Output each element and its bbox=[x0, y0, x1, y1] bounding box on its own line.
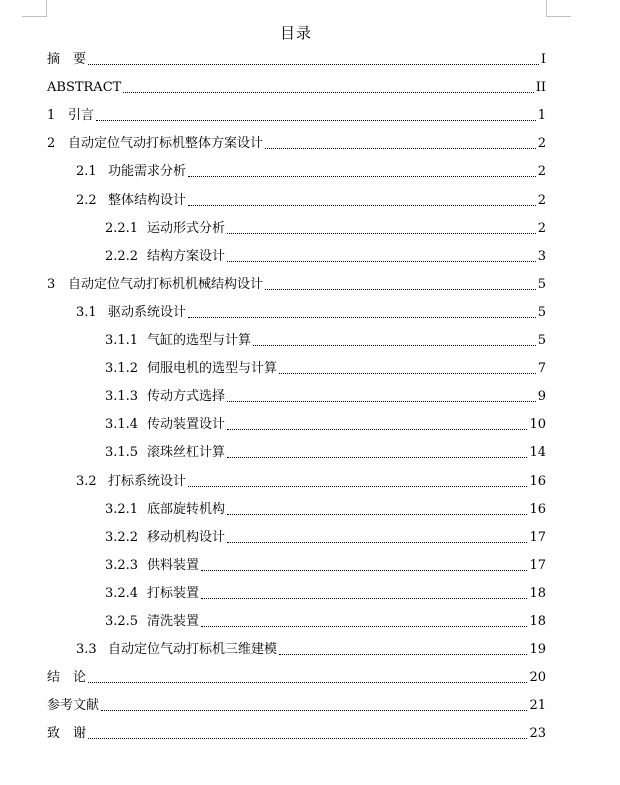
toc-entry[interactable] bbox=[76, 193, 546, 209]
toc-entry[interactable] bbox=[47, 52, 546, 68]
toc-page-number: 3 bbox=[537, 249, 546, 264]
toc-entry-number: 3.2 bbox=[76, 474, 97, 489]
toc-entry-label: 整体结构设计 bbox=[108, 193, 187, 208]
toc-entry-label: 驱动系统设计 bbox=[108, 305, 187, 320]
toc-leader-dots bbox=[88, 682, 527, 683]
toc-entry[interactable] bbox=[47, 726, 546, 742]
toc-entry-label: 功能需求分析 bbox=[108, 164, 187, 179]
toc-page-number: 2 bbox=[537, 221, 546, 236]
toc-entry[interactable] bbox=[105, 417, 546, 433]
toc-page-number: 5 bbox=[537, 305, 546, 320]
toc-leader-dots bbox=[123, 92, 533, 93]
toc-entry-number: 2.1 bbox=[76, 164, 97, 179]
toc-page-number: 1 bbox=[537, 108, 546, 123]
toc-entry-number: 3.2.5 bbox=[105, 614, 139, 629]
page-title: 目录 bbox=[279, 24, 312, 42]
toc-entry[interactable] bbox=[105, 361, 546, 377]
toc-entry[interactable] bbox=[105, 502, 546, 518]
toc-entry-label: 气缸的选型与计算 bbox=[147, 333, 252, 348]
toc-entry-label: 供料装置 bbox=[147, 558, 200, 573]
toc-entry-number: 3.1.1 bbox=[105, 333, 139, 348]
toc-page-number: 18 bbox=[529, 586, 546, 601]
toc-entry-number: 3.2.2 bbox=[105, 530, 139, 545]
toc-leader-dots bbox=[227, 429, 527, 430]
toc-entry-label: 传动方式选择 bbox=[147, 389, 226, 404]
toc-entry-number: 摘 要 bbox=[47, 52, 87, 67]
toc-page-number: 10 bbox=[529, 417, 546, 432]
toc-entry[interactable] bbox=[105, 333, 546, 349]
toc-entry-number: 参考文献 bbox=[47, 698, 100, 713]
toc-entry-label: 清洗装置 bbox=[147, 614, 200, 629]
toc-page-number: 23 bbox=[529, 726, 546, 741]
toc-entry[interactable] bbox=[47, 136, 546, 152]
toc-entry-label: 打标装置 bbox=[147, 586, 200, 601]
toc-page-number: 5 bbox=[537, 277, 546, 292]
toc-leader-dots bbox=[88, 738, 527, 739]
toc-entry[interactable] bbox=[105, 249, 546, 265]
toc-page-number: 5 bbox=[537, 333, 546, 348]
toc-page-number: 16 bbox=[529, 502, 546, 517]
toc-page-number: 2 bbox=[537, 136, 546, 151]
toc-leader-dots bbox=[96, 120, 536, 121]
toc-entry-number: 3.2.3 bbox=[105, 558, 139, 573]
toc-leader-dots bbox=[253, 345, 536, 346]
toc-entry-label: 自动定位气动打标机机械结构设计 bbox=[68, 277, 264, 292]
toc-entry[interactable] bbox=[47, 80, 546, 96]
toc-entry-number: 2 bbox=[47, 136, 56, 151]
toc-page-number: 2 bbox=[537, 193, 546, 208]
toc-page-number: 21 bbox=[529, 698, 546, 713]
toc-entry-number: 3.1.5 bbox=[105, 445, 139, 460]
toc-entry[interactable] bbox=[47, 108, 546, 124]
toc-entry-number: 2.2.2 bbox=[105, 249, 139, 264]
toc-entry[interactable] bbox=[76, 642, 546, 658]
toc-leader-dots bbox=[227, 261, 536, 262]
toc-leader-dots bbox=[227, 401, 536, 402]
toc-page-number: 9 bbox=[537, 389, 546, 404]
toc-entry-number: 3.1.4 bbox=[105, 417, 139, 432]
toc-entry-label: 打标系统设计 bbox=[108, 474, 187, 489]
toc-page-number: 16 bbox=[529, 474, 546, 489]
toc-entry[interactable] bbox=[105, 558, 546, 574]
toc-entry-label: 引言 bbox=[68, 108, 95, 123]
toc-leader-dots bbox=[279, 373, 536, 374]
toc-entry[interactable] bbox=[76, 164, 546, 180]
toc-page-number: 14 bbox=[529, 445, 546, 460]
toc-page-number: 20 bbox=[529, 670, 546, 685]
toc-page-number: 19 bbox=[529, 642, 546, 657]
toc-entry-label: 移动机构设计 bbox=[147, 530, 226, 545]
toc-leader-dots bbox=[227, 542, 527, 543]
toc-entry[interactable] bbox=[76, 305, 546, 321]
toc-leader-dots bbox=[227, 457, 527, 458]
toc-entry[interactable] bbox=[105, 445, 546, 461]
toc-entry[interactable] bbox=[47, 698, 546, 714]
toc-entry-number: 2.2.1 bbox=[105, 221, 139, 236]
toc-page-number: 2 bbox=[537, 164, 546, 179]
toc-entry[interactable] bbox=[105, 389, 546, 405]
toc-page-number: I bbox=[540, 52, 546, 67]
toc-entry-label: 自动定位气动打标机整体方案设计 bbox=[68, 136, 264, 151]
toc-entry-number: 致 谢 bbox=[47, 726, 87, 741]
toc-leader-dots bbox=[101, 710, 527, 711]
toc-leader-dots bbox=[188, 486, 527, 487]
toc-page-number: 7 bbox=[537, 361, 546, 376]
toc-entry-number: 3.3 bbox=[76, 642, 97, 657]
toc-leader-dots bbox=[201, 598, 527, 599]
toc-page-number: II bbox=[535, 80, 546, 95]
toc-leader-dots bbox=[201, 570, 527, 571]
toc-entry-label: 结构方案设计 bbox=[147, 249, 226, 264]
toc-page-number: 18 bbox=[529, 614, 546, 629]
toc-leader-dots bbox=[201, 626, 527, 627]
toc-entry-number: 3 bbox=[47, 277, 56, 292]
toc-entry-number: 3.1.2 bbox=[105, 361, 139, 376]
toc-leader-dots bbox=[188, 317, 536, 318]
toc-leader-dots bbox=[188, 176, 536, 177]
toc-entry-label: 底部旋转机构 bbox=[147, 502, 226, 517]
toc-entry-number: ABSTRACT bbox=[47, 80, 122, 95]
toc-page-number: 17 bbox=[529, 530, 546, 545]
toc-entry-label: 传动装置设计 bbox=[147, 417, 226, 432]
toc-entry[interactable] bbox=[105, 530, 546, 546]
toc-entry-number: 结 论 bbox=[47, 670, 87, 685]
toc-entry-number: 3.2.1 bbox=[105, 502, 139, 517]
toc-leader-dots bbox=[88, 64, 539, 65]
toc-entry[interactable] bbox=[105, 221, 546, 237]
toc-entry-label: 伺服电机的选型与计算 bbox=[147, 361, 278, 376]
toc-leader-dots bbox=[227, 514, 527, 515]
toc-entry[interactable] bbox=[105, 614, 546, 630]
toc-entry[interactable] bbox=[47, 670, 546, 686]
toc-entry-number: 3.2.4 bbox=[105, 586, 139, 601]
toc-entry-number: 3.1 bbox=[76, 305, 97, 320]
toc-leader-dots bbox=[227, 233, 536, 234]
toc-entry-label: 运动形式分析 bbox=[147, 221, 226, 236]
toc-leader-dots bbox=[265, 289, 536, 290]
toc-entry-label: 滚珠丝杠计算 bbox=[147, 445, 226, 460]
toc-entry-number: 3.1.3 bbox=[105, 389, 139, 404]
toc-entry-number: 2.2 bbox=[76, 193, 97, 208]
toc-entry[interactable] bbox=[76, 474, 546, 490]
toc-leader-dots bbox=[279, 654, 527, 655]
toc-entry[interactable] bbox=[105, 586, 546, 602]
toc-entry[interactable] bbox=[47, 277, 546, 293]
toc-leader-dots bbox=[188, 205, 536, 206]
toc-leader-dots bbox=[265, 148, 536, 149]
toc-entry-number: 1 bbox=[47, 108, 56, 123]
toc-entry-label: 自动定位气动打标机三维建模 bbox=[108, 642, 278, 657]
toc-page-number: 17 bbox=[529, 558, 546, 573]
